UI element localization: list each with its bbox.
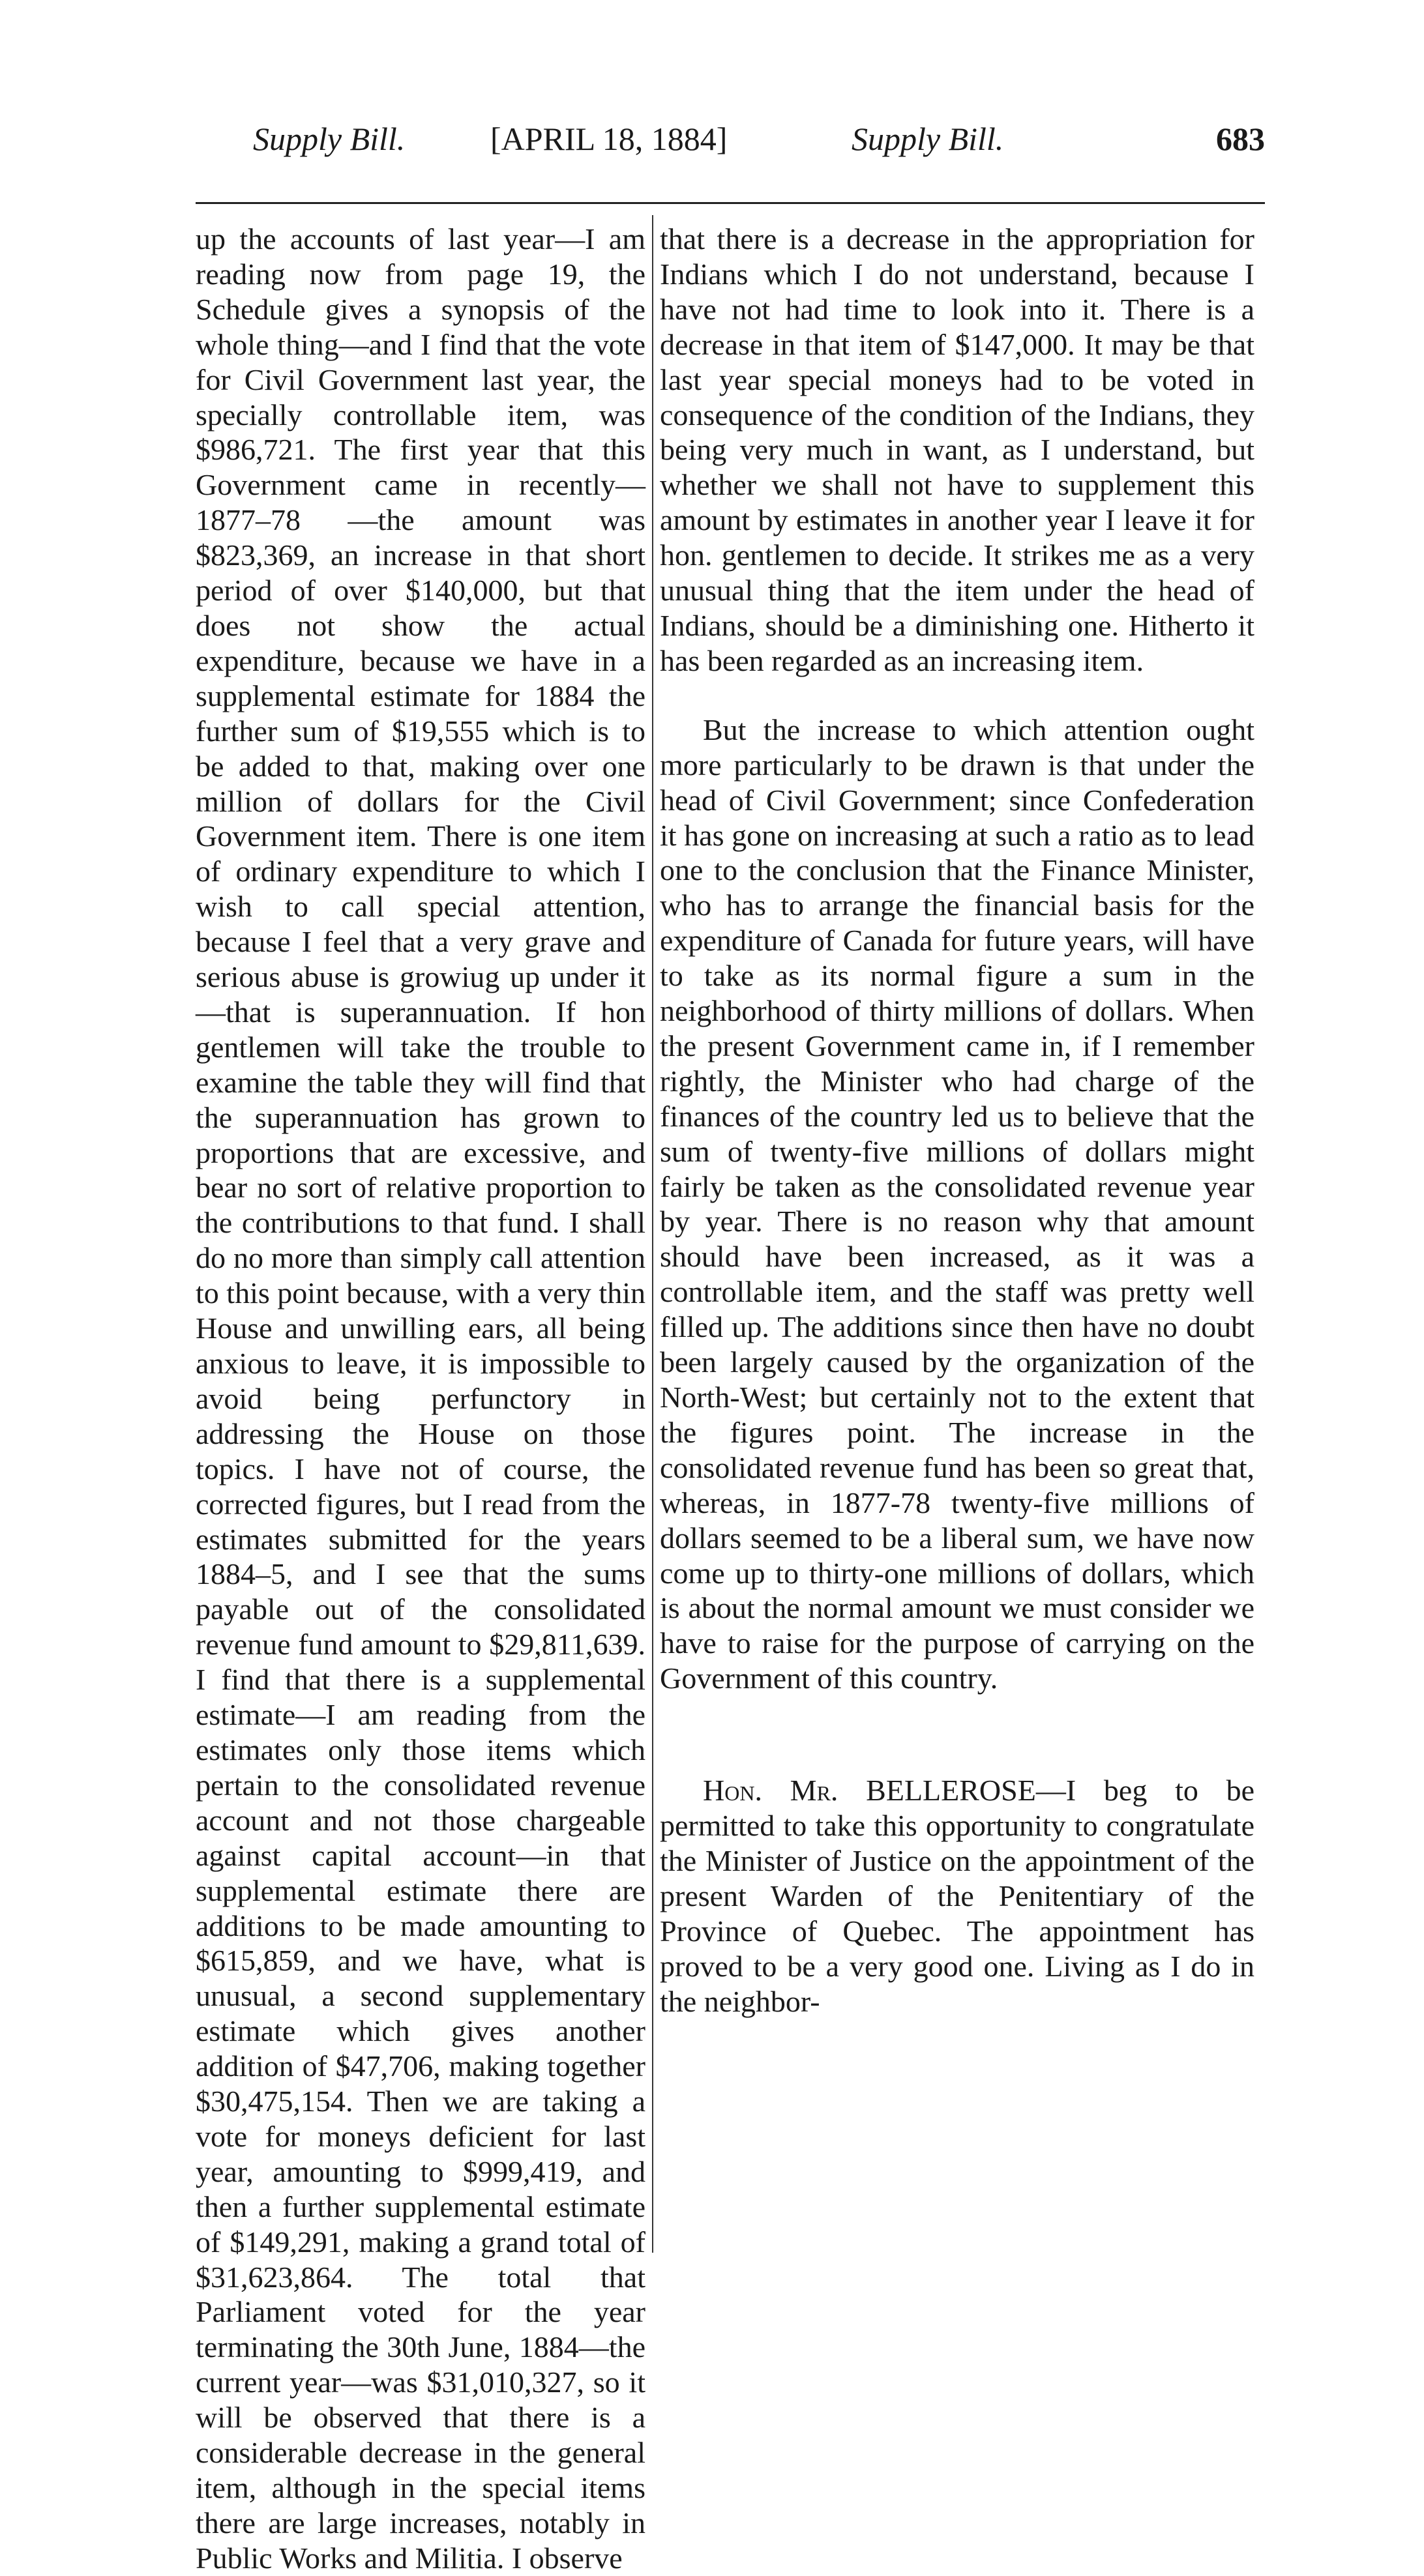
left-column xyxy=(196,222,645,2576)
right-paragraph-1: that there is a decrease in the appropriation for Indians which I do not understand, because I have not had time to look into it. There is a decrease in that item of $147,000. It may be that last year special moneys had to be voted in consequence of the condition of the Indians, they being very much in want, as I understand, but whether we shall not have to supplement this amount by estimates in another year I leave it for hon. gentlemen to decide. It strikes me as a very unusual thing that the item under the head of Indians, should be a diminishing one. Hitherto it has been regarded as an increasing item. xyxy=(660,222,1254,677)
right-paragraph-3 xyxy=(660,1773,1254,2019)
running-title-right: Supply Bill. xyxy=(852,121,1004,157)
left-paragraph-1: up the accounts of last year—I am reading now from page 19, the Schedule gives a synopsis of the whole thing—and I find that the vote for Civil Government last year, the specially controllable item, was $986,721. The first year that this Government came in recently—1877–78 —the amount was $823,369, an increase in that short period of over $140,000, but that does not show the actual expenditure, because we have in a supplemental estimate for 1884 the further sum of $19,555 which is to be added to that, making over one million of dollars for the Civil Government item. There is one item of ordinary expenditure to which I wish to call special attention, because I feel that a very grave and serious abuse is growiug up under it—that is superannuation. If hon gentlemen will take the trouble to examine the table they will find that the superannuation has grown to proportions that are excessive, and bear no sort of relative proportion to the contributions to that fund. I shall do no more than simply call attention to this point because, with a very thin House and unwilling ears, all being anxious to leave, it is impossible to avoid being perfunctory in addressing the House on those topics. I have not of course, the corrected figures, but I read from the estimates submitted for the years 1884–5, and I see that the sums payable out of the consolidated revenue fund amount to $29,811,639. I find that there is a supplemental estimate—I am reading from the estimates only those items which pertain to the consolidated revenue account and not those chargeable against capital account—in that supplemental estimate there are additions to be made amounting to $615,859, and we have, what is unusual, a second supplementary estimate which gives another addition of $47,706, making together $30,475,154. Then we are taking a vote for moneys deficient for last year, amounting to $999,419, and then a further supplemental estimate of $149,291, making a grand total of $31,623,864. The total that Parliament voted for the year terminating the 30th June, 1884—the current year—was $31,010,327, so it will be observed that there is a considerable decrease in the general item, although in the special items there are large increases, notably in Public Works and Militia. I observe xyxy=(196,222,645,2575)
speech-text: —I beg to be permitted to take this opportunity to congratulate the Minister of Justice on the appointment of the present Warden of the Penitentiary of the Province of Quebec. The appointment has proved to be a very good one. Living as I do in the neighbor- xyxy=(660,1774,1255,2018)
page-header xyxy=(196,110,1265,168)
sitting-date: [APRIL 18, 1884] xyxy=(490,121,728,157)
header-rule xyxy=(196,202,1265,204)
right-paragraph-2: But the increase to which attention ought more particularly to be drawn is that under the head of Civil Government; since Confederation it has gone on increasing at such a ratio as to lead one to the conclusion that the Finance Minister, who has to arrange the financial basis for the expenditure of Canada for future years, will have to take as its normal figure a sum in the neighborhood of thirty millions of dollars. When the present Government came in, if I remember rightly, the Minister who had charge of the finances of the country led us to believe that the sum of twenty-five millions of dollars might fairly be taken as the consolidated revenue year by year. There is no reason why that amount should have been increased, as it was a controllable item, and the staff was pretty well filled up. The additions since then have no doubt been largely caused by the organization of the North-West; but certainly not to the extent that the figures point. The increase in the consolidated revenue fund has been so great that, whereas, in 1877-78 twenty-five millions of dollars seemed to be a liberal sum, we have now come up to thirty-one millions of dollars, which is about the normal amount we must consider we have to raise for the purpose of carrying on the Government of this country. xyxy=(660,712,1254,1695)
right-column xyxy=(660,222,1262,2019)
running-title-left: Supply Bill. xyxy=(253,121,406,157)
speaker-name: Hon. Mr. BELLEROSE xyxy=(703,1774,1036,1808)
page-number: 683 xyxy=(1216,121,1265,157)
column-divider xyxy=(652,215,653,2253)
